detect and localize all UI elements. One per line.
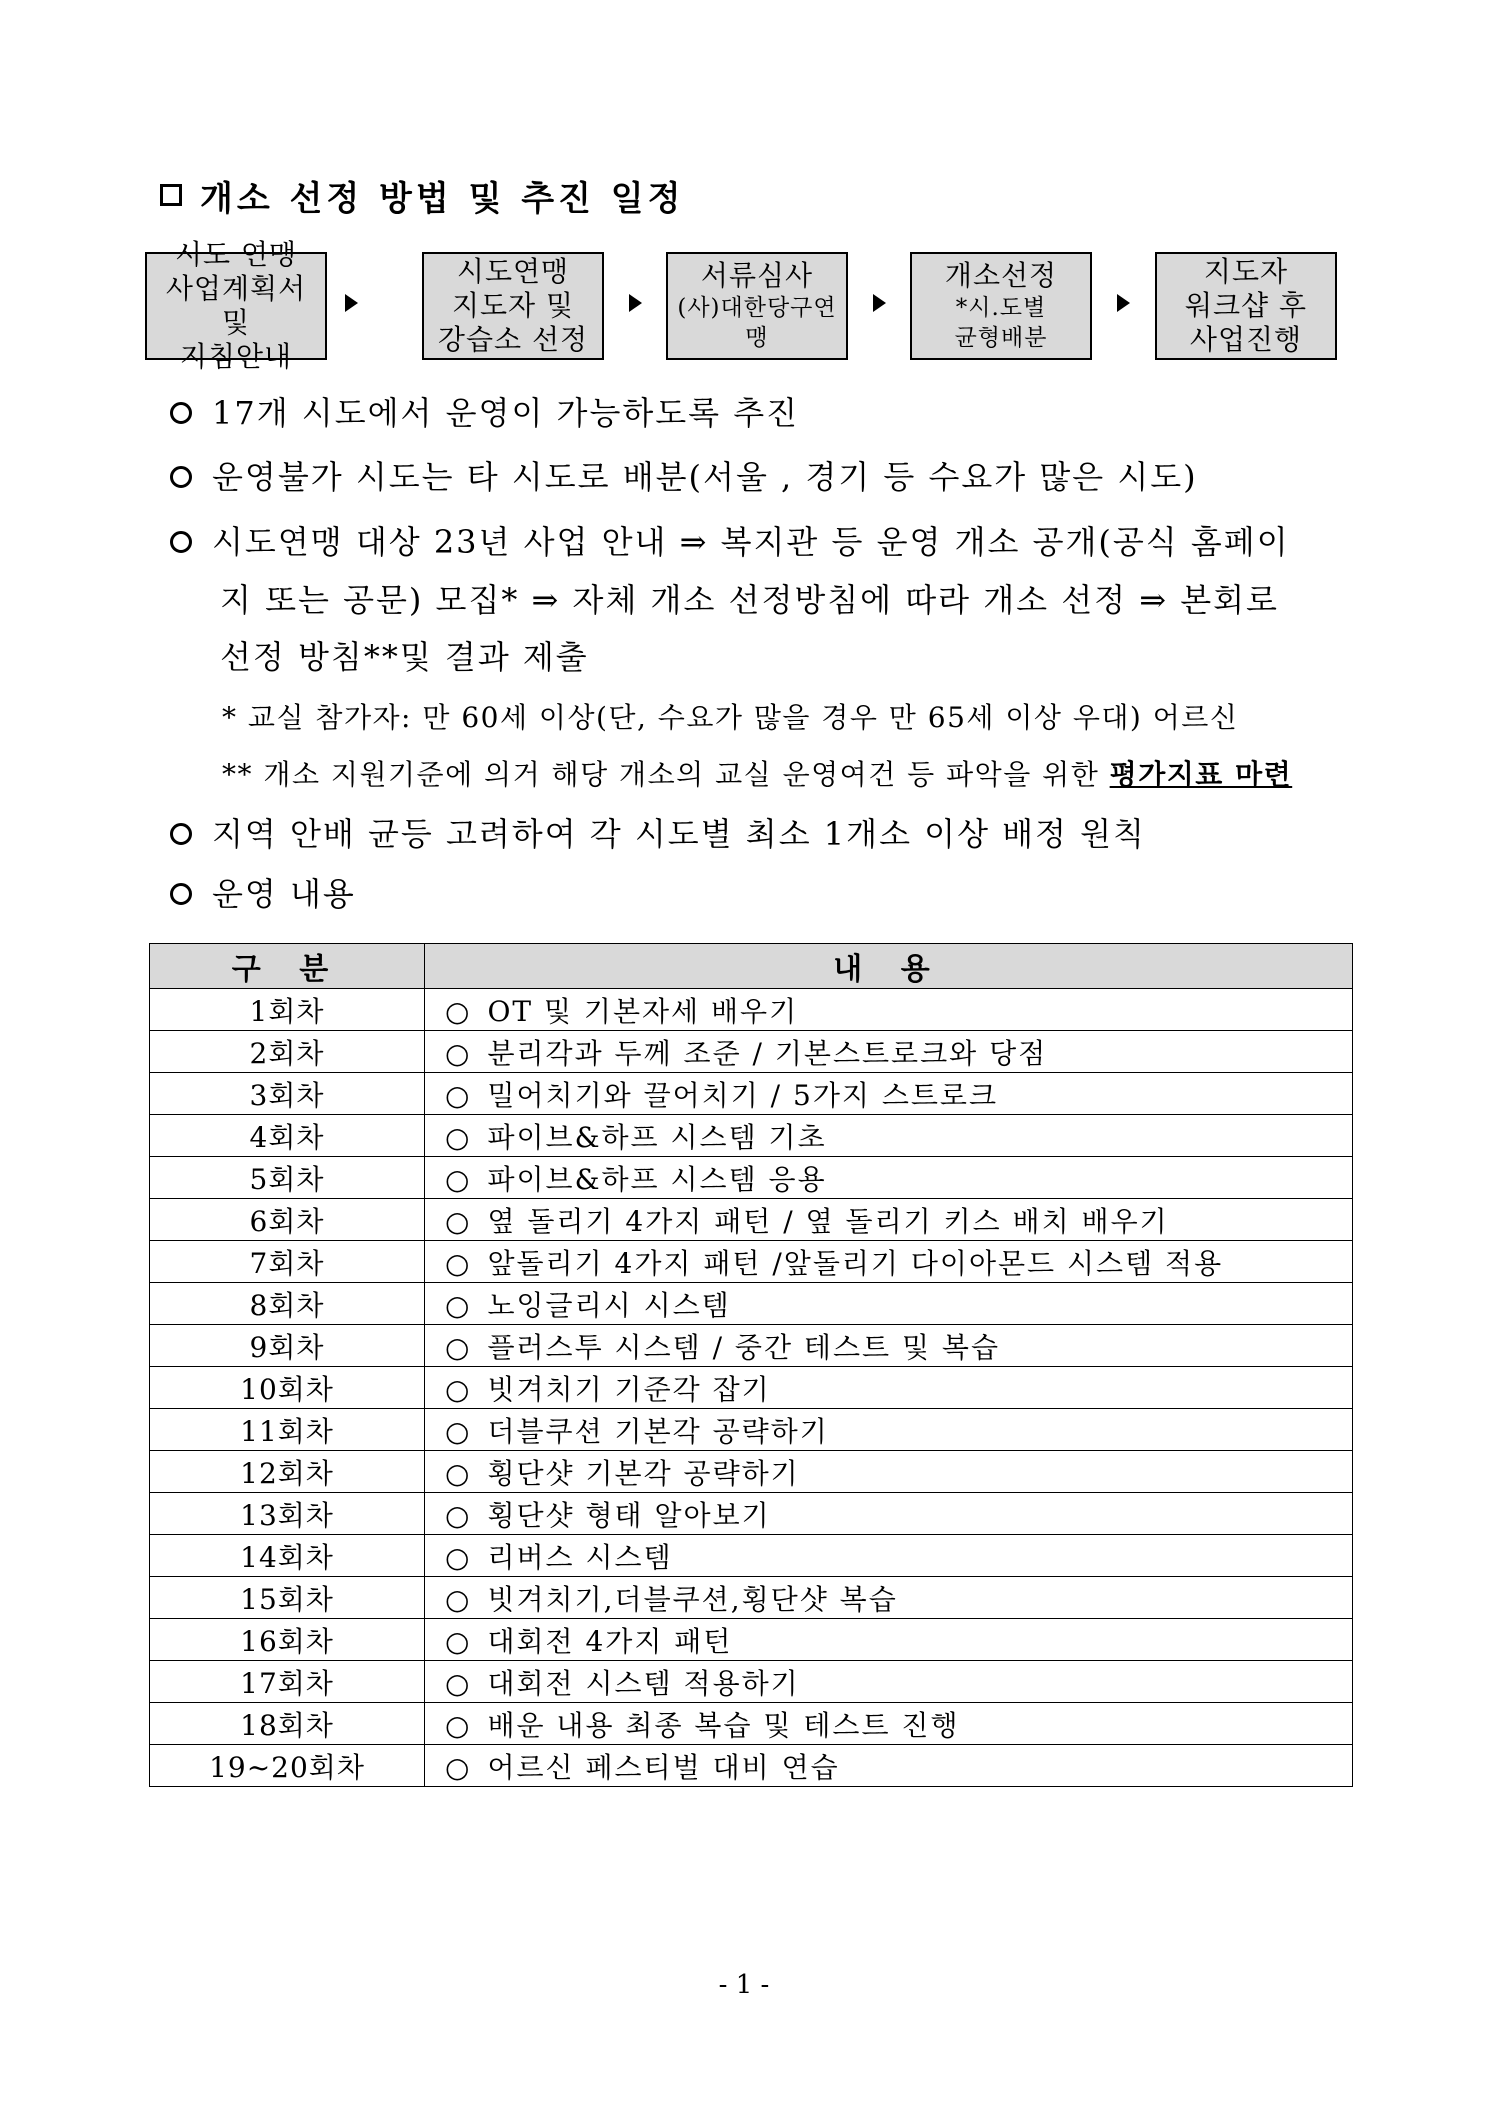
content-text: 빗겨치기 기준각 잡기 [487,1372,771,1406]
content-text: 빗겨치기,더블쿠션,횡단샷 복습 [487,1582,898,1616]
content-cell [425,1619,1353,1661]
section-heading [160,170,684,220]
page-number: - 1 - [718,1970,770,2000]
table-header-row [150,944,1353,989]
session-cell: 1회차 [150,989,425,1031]
checkbox-square-icon [160,184,182,206]
table-row [150,1199,1353,1241]
footnote [222,757,1352,793]
flow-step-line: 강습소 선정 [437,323,589,356]
content-cell [425,1325,1353,1367]
session-cell: 7회차 [150,1241,425,1283]
session-cell: 12회차 [150,1451,425,1493]
flow-step-line: 지도자 [1203,255,1289,288]
content-text: 플러스투 시스템 / 중간 테스트 및 복습 [487,1330,1000,1364]
flow-step-line: 균형배분 [954,325,1048,351]
flow-step-line: 지도자 및 [451,289,575,322]
content-cell [425,1199,1353,1241]
table-row [150,1157,1353,1199]
flow-step-line: 개소선정 [944,259,1058,292]
bullet-item [170,814,1350,854]
content-text: 대회전 시스템 적용하기 [487,1666,800,1700]
circle-bullet-icon: ○ [445,1540,472,1574]
section-heading-text: 개소 선정 방법 및 추진 일정 [200,178,685,219]
bullet-item [170,393,1350,433]
bullet-item [170,457,1350,497]
table-body [150,989,1353,1787]
circle-bullet-icon: ○ [445,994,472,1028]
session-cell: 17회차 [150,1661,425,1703]
circle-bullet-icon: ○ [445,1708,472,1742]
session-cell: 10회차 [150,1367,425,1409]
content-text: 대회전 4가지 패턴 [487,1624,733,1658]
table-row [150,1745,1353,1787]
circle-bullet-icon: ○ [445,1372,472,1406]
column-header-content: 내 용 [425,944,1353,989]
bullet-text: 운영 내용 [212,875,356,913]
flow-step-line: 사업계획서 및 [165,272,307,339]
circle-bullet-icon [170,823,192,845]
content-text: 파이브&하프 시스템 기초 [487,1120,827,1154]
content-cell [425,989,1353,1031]
table-row [150,1535,1353,1577]
circle-bullet-icon: ○ [445,1498,472,1532]
footnote-emphasis: 평가지표 마련 [1109,758,1293,791]
content-cell [425,1031,1353,1073]
circle-bullet-icon: ○ [445,1750,472,1784]
table-row [150,1367,1353,1409]
circle-bullet-icon: ○ [445,1666,472,1700]
table-row [150,1661,1353,1703]
bullet-continuation: 지 또는 공문) 모집* ⇒ 자체 개소 선정방침에 따라 개소 선정 ⇒ 본회로 [220,581,1279,619]
flow-step-line: (사)대한당구연 [677,295,837,321]
content-cell [425,1367,1353,1409]
content-text: 횡단샷 형태 알아보기 [487,1498,771,1532]
bullet-text: 지역 안배 균등 고려하여 각 시도별 최소 1개소 이상 배정 원칙 [212,815,1146,853]
circle-bullet-icon: ○ [445,1624,472,1658]
content-text: 옆 돌리기 4가지 패턴 / 옆 돌리기 키스 배치 배우기 [487,1204,1169,1238]
content-cell [425,1409,1353,1451]
session-cell: 2회차 [150,1031,425,1073]
content-cell [425,1577,1353,1619]
table-row [150,1031,1353,1073]
content-text: 더블쿠션 기본각 공략하기 [487,1414,829,1448]
table-row [150,1325,1353,1367]
flow-step-workshop [1155,252,1337,360]
content-cell [425,1661,1353,1703]
table-row [150,989,1353,1031]
flow-step-line: 지침안내 [179,340,293,373]
circle-bullet-icon: ○ [445,1246,472,1280]
table-row [150,1115,1353,1157]
footnote-text: ** 개소 지원기준에 의거 해당 개소의 교실 운영여건 등 파악을 위한 [222,758,1110,791]
arrow-right-icon [873,294,886,312]
circle-bullet-icon: ○ [445,1036,472,1070]
circle-bullet-icon: ○ [445,1456,472,1490]
session-cell: 9회차 [150,1325,425,1367]
session-cell: 4회차 [150,1115,425,1157]
content-text: 앞돌리기 4가지 패턴 /앞돌리기 다이아몬드 시스템 적용 [487,1246,1224,1280]
bullet-item [170,874,1350,914]
content-cell [425,1157,1353,1199]
content-cell [425,1073,1353,1115]
circle-bullet-icon: ○ [445,1162,472,1196]
schedule-table [149,943,1353,1787]
circle-bullet-icon: ○ [445,1330,472,1364]
content-text: 어르신 페스티벌 대비 연습 [487,1750,840,1784]
flow-step-instructor-selection [422,252,604,360]
table-row [150,1577,1353,1619]
circle-bullet-icon [170,466,192,488]
flow-step-site-selection [910,252,1092,360]
circle-bullet-icon [170,883,192,905]
footnote: * 교실 참가자: 만 60세 이상(단, 수요가 많을 경우 만 65세 이상 우대) 어르신 [222,701,1239,734]
table-row [150,1073,1353,1115]
column-header-session: 구 분 [150,944,425,989]
session-cell: 5회차 [150,1157,425,1199]
table-row [150,1703,1353,1745]
session-cell: 13회차 [150,1493,425,1535]
table-row [150,1241,1353,1283]
bullet-text: 운영불가 시도는 타 시도로 배분(서울 , 경기 등 수요가 많은 시도) [212,458,1198,496]
session-cell: 16회차 [150,1619,425,1661]
table-row [150,1493,1353,1535]
content-text: 노잉글리시 시스템 [487,1288,731,1322]
flow-step-line: 시도 연맹 [174,238,298,271]
session-cell: 11회차 [150,1409,425,1451]
content-cell [425,1283,1353,1325]
arrow-right-icon [1117,294,1130,312]
content-cell [425,1241,1353,1283]
content-cell [425,1451,1353,1493]
circle-bullet-icon: ○ [445,1204,472,1238]
table-row [150,1451,1353,1493]
content-cell [425,1535,1353,1577]
flow-step-plan-guide [145,238,327,373]
content-cell [425,1745,1353,1787]
content-text: 밀어치기와 끌어치기 / 5가지 스트로크 [487,1078,999,1112]
arrow-right-icon [629,294,642,312]
process-flow [145,238,1340,373]
content-text: OT 및 기본자세 배우기 [487,994,799,1028]
content-cell [425,1703,1353,1745]
content-text: 파이브&하프 시스템 응용 [487,1162,827,1196]
flow-step-line: 서류심사 [700,259,814,292]
flow-step-line: 시도연맹 [456,255,570,288]
content-text: 배운 내용 최종 복습 및 테스트 진행 [487,1708,960,1742]
session-cell: 3회차 [150,1073,425,1115]
circle-bullet-icon: ○ [445,1288,472,1322]
arrow-right-icon [345,294,358,312]
circle-bullet-icon: ○ [445,1582,472,1616]
circle-bullet-icon [170,531,192,553]
content-text: 분리각과 두께 조준 / 기본스트로크와 당점 [487,1036,1048,1070]
session-cell: 8회차 [150,1283,425,1325]
content-text: 리버스 시스템 [487,1540,673,1574]
flow-step-document-review [666,252,848,360]
bullet-text: 시도연맹 대상 23년 사업 안내 ⇒ 복지관 등 운영 개소 공개(공식 홈페이 [212,523,1290,561]
content-cell [425,1493,1353,1535]
circle-bullet-icon: ○ [445,1120,472,1154]
bullet-continuation: 선정 방침**및 결과 제출 [220,638,589,676]
circle-bullet-icon: ○ [445,1078,472,1112]
circle-bullet-icon [170,402,192,424]
flow-step-line: 사업진행 [1189,323,1303,356]
session-cell: 15회차 [150,1577,425,1619]
session-cell: 14회차 [150,1535,425,1577]
flow-step-line: *시.도별 [955,295,1047,321]
content-text: 횡단샷 기본각 공략하기 [487,1456,800,1490]
session-cell: 19~20회차 [150,1745,425,1787]
bullet-text: 17개 시도에서 운영이 가능하도록 추진 [212,394,800,432]
bullet-item [170,522,1350,562]
table-row [150,1283,1353,1325]
table-row [150,1409,1353,1451]
content-cell [425,1115,1353,1157]
session-cell: 18회차 [150,1703,425,1745]
table-row [150,1619,1353,1661]
flow-step-line: 맹 [745,325,769,351]
circle-bullet-icon: ○ [445,1414,472,1448]
flow-step-line: 워크샵 후 [1184,289,1308,322]
session-cell: 6회차 [150,1199,425,1241]
